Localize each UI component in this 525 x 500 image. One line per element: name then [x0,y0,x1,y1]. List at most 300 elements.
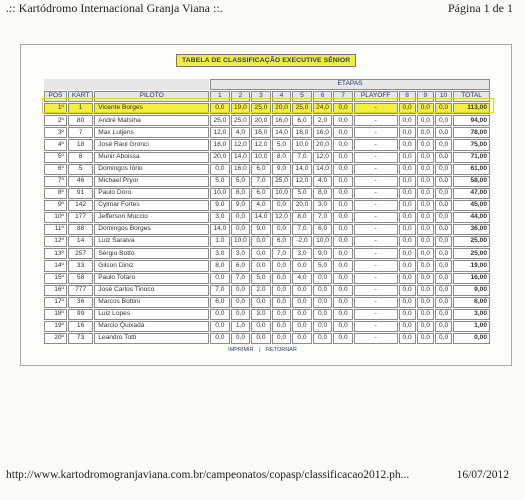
cell-stage-5: 0,0 [292,285,312,296]
cell-stage-1: 3,0 [210,212,230,223]
cell-stage-10: 0,0 [435,115,452,126]
cell-stage-2: 19,0 [231,103,251,114]
cell-total: 58,00 [453,176,490,187]
col-total: TOTAL [453,91,490,102]
cell-stage-2: 0,0 [231,224,251,235]
cell-total: 78,00 [453,127,490,138]
cell-stage-7: 0,0 [333,188,353,199]
cell-stage-10: 0,0 [435,164,452,175]
cell-piloto: Cylmar Fortes [94,200,209,211]
cell-pos: 14º [44,260,67,271]
cell-playoff: - [354,224,398,235]
cell-stage-5: 0,0 [292,309,312,320]
cell-kart: 14 [68,236,93,247]
cell-pos: 18º [44,309,67,320]
cell-stage-4: 5,0 [272,139,292,150]
cell-stage-4: 0,0 [272,333,292,344]
cell-stage-8: 0,0 [399,260,416,271]
cell-pos: 12º [44,236,67,247]
cell-stage-4: 0,0 [272,273,292,284]
cell-stage-7: 0,0 [333,321,353,332]
cell-stage-7: 0,0 [333,212,353,223]
cell-kart: 46 [68,176,93,187]
cell-stage-3: 5,0 [251,273,271,284]
cell-piloto: Gilson Diniz [94,260,209,271]
cell-stage-10: 0,0 [435,297,452,308]
cell-stage-9: 0,0 [417,164,434,175]
cell-stage-7: 0,0 [333,200,353,211]
cell-stage-4: 0,0 [272,200,292,211]
cell-playoff: - [354,236,398,247]
cell-total: 9,00 [453,285,490,296]
cell-pos: 8º [44,188,67,199]
cell-pos: 9º [44,200,67,211]
cell-stage-3: 2,0 [251,285,271,296]
col-stage-6: 6 [313,91,333,102]
cell-stage-5: 14,0 [292,164,312,175]
cell-total: 61,00 [453,164,490,175]
table-row [44,127,490,138]
cell-stage-8: 0,0 [399,127,416,138]
cell-stage-10: 0,0 [435,139,452,150]
cell-stage-9: 0,0 [417,297,434,308]
cell-total: 71,00 [453,152,490,163]
cell-stage-3: 6,0 [251,164,271,175]
cell-stage-3: 0,0 [251,333,271,344]
cell-stage-9: 0,0 [417,285,434,296]
cell-total: 36,00 [453,224,490,235]
cell-total: 47,00 [453,188,490,199]
cell-stage-1: 20,0 [210,152,230,163]
link-separator: | [259,347,261,353]
cell-kart: 58 [68,273,93,284]
cell-stage-3: 9,0 [251,224,271,235]
cell-stage-6: 8,0 [313,188,333,199]
cell-stage-8: 0,0 [399,321,416,332]
cell-stage-6: 24,0 [313,103,333,114]
cell-pos: 17º [44,297,67,308]
cell-stage-10: 0,0 [435,224,452,235]
cell-playoff: - [354,273,398,284]
cell-stage-9: 0,0 [417,333,434,344]
cell-stage-4: 0,0 [272,285,292,296]
col-kart: KART [68,91,93,102]
header-row-columns [44,91,490,102]
cell-kart: 1 [68,103,93,114]
cell-pos: 16º [44,285,67,296]
cell-stage-6: 6,0 [313,224,333,235]
cell-kart: 18 [68,139,93,150]
cell-playoff: - [354,188,398,199]
cell-stage-10: 0,0 [435,309,452,320]
cell-stage-6: 14,0 [313,164,333,175]
cell-stage-6: 20,0 [313,139,333,150]
col-piloto: PILOTO [94,91,209,102]
cell-stage-5: 5,0 [292,188,312,199]
cell-total: 0,00 [453,333,490,344]
cell-stage-1: 0,0 [210,321,230,332]
cell-stage-3: 0,0 [251,248,271,259]
cell-stage-5: 6,0 [292,115,312,126]
cell-playoff: - [354,333,398,344]
table-row [44,321,490,332]
cell-stage-3: 3,0 [251,309,271,320]
cell-stage-3: 6,0 [251,188,271,199]
cell-pos: 3º [44,127,67,138]
cell-stage-4: 0,0 [272,309,292,320]
cell-stage-6: 0,0 [313,273,333,284]
cell-stage-8: 0,0 [399,224,416,235]
cell-piloto: Leandro Totti [94,333,209,344]
cell-stage-8: 0,0 [399,236,416,247]
cell-playoff: - [354,212,398,223]
cell-stage-1: 10,0 [210,188,230,199]
cell-stage-7: 0,0 [333,224,353,235]
cell-stage-2: 1,0 [231,321,251,332]
cell-stage-6: 12,0 [313,152,333,163]
cell-stage-10: 0,0 [435,333,452,344]
cell-stage-6: 3,0 [313,200,333,211]
table-row [44,309,490,320]
table-row [44,224,490,235]
cell-total: 25,00 [453,236,490,247]
table-row [44,103,490,114]
cell-kart: 99 [68,309,93,320]
cell-stage-8: 0,0 [399,333,416,344]
cell-stage-10: 0,0 [435,127,452,138]
cell-stage-1: 14,0 [210,224,230,235]
cell-stage-8: 0,0 [399,152,416,163]
browser-page-title: .:: Kartódromo Internacional Granja Viana ::. [6,1,223,15]
cell-stage-9: 0,0 [417,152,434,163]
col-stage-8: 8 [399,91,416,102]
cell-playoff: - [354,248,398,259]
cell-stage-4: 0,0 [272,260,292,271]
cell-stage-3: 20,0 [251,115,271,126]
cell-stage-8: 0,0 [399,273,416,284]
cell-piloto: Vicente Borges [94,103,209,114]
cell-piloto: José Raul Gronci [94,139,209,150]
cell-playoff: - [354,152,398,163]
cell-stage-3: 16,0 [251,127,271,138]
cell-stage-6: 7,0 [313,212,333,223]
cell-pos: 2º [44,115,67,126]
cell-stage-7: 0,0 [333,248,353,259]
cell-stage-5: 3,0 [292,248,312,259]
cell-stage-6: 0,0 [313,285,333,296]
cell-playoff: - [354,127,398,138]
cell-stage-9: 0,0 [417,188,434,199]
cell-stage-6: 10,0 [313,236,333,247]
cell-kart: 36 [68,297,93,308]
table-row [44,236,490,247]
cell-playoff: - [354,297,398,308]
cell-stage-3: 4,0 [251,200,271,211]
etapas-header: ETAPAS [210,79,490,90]
cell-total: 113,00 [453,103,490,114]
table-row [44,200,490,211]
cell-piloto: Paulo Doro [94,188,209,199]
cell-stage-1: 0,0 [210,273,230,284]
cell-stage-7: 0,0 [333,127,353,138]
cell-stage-1: 0,0 [210,164,230,175]
cell-stage-1: 25,0 [210,115,230,126]
cell-stage-1: 0,0 [210,333,230,344]
table-row [44,260,490,271]
cell-total: 3,00 [453,309,490,320]
cell-kart: 142 [68,200,93,211]
cell-stage-8: 0,0 [399,285,416,296]
cell-stage-5: 4,0 [292,273,312,284]
cell-stage-9: 0,0 [417,273,434,284]
table-row [44,115,490,126]
cell-stage-10: 0,0 [435,273,452,284]
cell-playoff: - [354,309,398,320]
cell-stage-8: 0,0 [399,309,416,320]
cell-stage-5: 0,0 [292,297,312,308]
col-stage-10: 10 [435,91,452,102]
cell-stage-9: 0,0 [417,176,434,187]
cell-stage-1: 12,0 [210,127,230,138]
cell-stage-7: 0,0 [333,103,353,114]
cell-stage-9: 0,0 [417,224,434,235]
cell-stage-1: 8,0 [210,260,230,271]
cell-stage-4: 7,0 [272,248,292,259]
cell-kart: 91 [68,188,93,199]
table-row [44,164,490,175]
cell-piloto: Marcos Bottini [94,297,209,308]
cell-kart: 5 [68,164,93,175]
cell-stage-2: 25,0 [231,115,251,126]
cell-stage-3: 0,0 [251,236,271,247]
table-row [44,297,490,308]
cell-stage-4: 12,0 [272,212,292,223]
cell-stage-9: 0,0 [417,212,434,223]
cell-stage-5: 20,0 [292,200,312,211]
cell-piloto: Domingos Borges [94,224,209,235]
cell-stage-6: 0,0 [313,321,333,332]
cell-playoff: - [354,321,398,332]
cell-stage-4: 6,0 [272,236,292,247]
cell-pos: 10º [44,212,67,223]
cell-stage-2: 7,0 [231,273,251,284]
cell-stage-9: 0,0 [417,321,434,332]
cell-stage-3: 0,0 [251,321,271,332]
cell-total: 16,00 [453,273,490,284]
cell-stage-2: 0,0 [231,285,251,296]
cell-stage-7: 0,0 [333,115,353,126]
cell-stage-1: 3,0 [210,248,230,259]
cell-stage-4: 16,0 [272,115,292,126]
cell-pos: 11º [44,224,67,235]
cell-kart: 80 [68,115,93,126]
cell-stage-8: 0,0 [399,188,416,199]
cell-stage-8: 0,0 [399,115,416,126]
cell-stage-7: 0,0 [333,309,353,320]
cell-pos: 20º [44,333,67,344]
col-stage-9: 9 [417,91,434,102]
cell-pos: 4º [44,139,67,150]
cell-stage-10: 0,0 [435,212,452,223]
cell-stage-1: 16,0 [210,139,230,150]
col-stage-3: 3 [251,91,271,102]
cell-total: 1,00 [453,321,490,332]
cell-piloto: Luiz Lopes [94,309,209,320]
cell-stage-2: 16,0 [231,164,251,175]
table-row [44,188,490,199]
cell-stage-6: 2,0 [313,115,333,126]
cell-total: 25,00 [453,248,490,259]
cell-stage-7: 0,0 [333,176,353,187]
back-link[interactable]: RETORNAR [266,347,297,353]
cell-stage-7: 0,0 [333,164,353,175]
footer-url: http://www.kartodromogranjaviana.com.br/campeonatos/copasp/classificacao2012.ph... [6,469,410,481]
cell-piloto: Jefferson Muccio [94,212,209,223]
cell-stage-5: 10,0 [292,139,312,150]
print-link[interactable]: IMPRIMIR [228,347,254,353]
cell-playoff: - [354,103,398,114]
cell-pos: 15º [44,273,67,284]
cell-stage-2: 0,0 [231,333,251,344]
cell-stage-4: 9,0 [272,164,292,175]
cell-stage-5: 8,0 [292,212,312,223]
col-stage-2: 2 [231,91,251,102]
cell-stage-5: 0,0 [292,333,312,344]
cell-stage-2: 12,0 [231,139,251,150]
cell-stage-8: 0,0 [399,248,416,259]
cell-stage-2: 8,0 [231,188,251,199]
cell-kart: 777 [68,285,93,296]
cell-piloto: Sérgio Botto [94,248,209,259]
cell-pos: 19º [44,321,67,332]
cell-stage-4: 25,0 [272,176,292,187]
cell-playoff: - [354,176,398,187]
table-title: TABELA DE CLASSIFICAÇÃO EXECUTIVE SÊNIOR [176,54,356,67]
cell-piloto: André Matsiha [94,115,209,126]
cell-stage-9: 0,0 [417,200,434,211]
cell-stage-8: 0,0 [399,200,416,211]
cell-stage-1: 6,0 [210,297,230,308]
cell-stage-7: 0,0 [333,297,353,308]
col-stage-7: 7 [333,91,353,102]
cell-stage-3: 7,0 [251,176,271,187]
cell-stage-10: 0,0 [435,260,452,271]
cell-piloto: Max Lutjens [94,127,209,138]
cell-stage-1: 0,0 [210,103,230,114]
cell-playoff: - [354,115,398,126]
col-stage-5: 5 [292,91,312,102]
cell-stage-10: 0,0 [435,321,452,332]
cell-stage-10: 0,0 [435,103,452,114]
cell-stage-8: 0,0 [399,297,416,308]
cell-piloto: Paulo Totaro [94,273,209,284]
cell-stage-9: 0,0 [417,248,434,259]
table-row [44,273,490,284]
cell-stage-1: 7,0 [210,285,230,296]
cell-kart: 33 [68,260,93,271]
cell-kart: 88 [68,224,93,235]
cell-stage-5: 25,0 [292,103,312,114]
cell-stage-8: 0,0 [399,164,416,175]
cell-stage-6: 4,0 [313,176,333,187]
cell-stage-3: 25,0 [251,103,271,114]
cell-stage-5: 0,0 [292,260,312,271]
cell-stage-8: 0,0 [399,212,416,223]
cell-stage-2: 6,0 [231,260,251,271]
cell-stage-4: 0,0 [272,297,292,308]
col-stage-4: 4 [272,91,292,102]
cell-stage-2: 3,0 [231,248,251,259]
cell-stage-9: 0,0 [417,115,434,126]
cell-stage-7: 0,0 [333,285,353,296]
cell-pos: 1º [44,103,67,114]
cell-pos: 5º [44,152,67,163]
table-row [44,139,490,150]
cell-stage-1: 5,0 [210,176,230,187]
table-row [44,333,490,344]
cell-kart: 73 [68,333,93,344]
cell-pos: 6º [44,164,67,175]
cell-total: 45,00 [453,200,490,211]
cell-total: 94,00 [453,115,490,126]
table-row [44,212,490,223]
cell-stage-4: 14,0 [272,127,292,138]
cell-stage-6: 9,0 [313,248,333,259]
cell-stage-2: 0,0 [231,212,251,223]
footer-date: 16/07/2012 [456,469,509,481]
cell-piloto: Domingos Iório [94,164,209,175]
cell-stage-4: 8,0 [272,152,292,163]
cell-total: 6,00 [453,297,490,308]
cell-playoff: - [354,164,398,175]
cell-stage-10: 0,0 [435,236,452,247]
classification-table [43,78,491,345]
cell-stage-10: 0,0 [435,188,452,199]
cell-piloto: Munir Aboissa [94,152,209,163]
cell-stage-2: 14,0 [231,152,251,163]
cell-total: 75,00 [453,139,490,150]
page-links [0,347,525,353]
cell-piloto: Michael Pryor [94,176,209,187]
cell-stage-10: 0,0 [435,248,452,259]
cell-stage-4: 20,0 [272,103,292,114]
cell-stage-9: 0,0 [417,139,434,150]
cell-stage-2: 0,0 [231,297,251,308]
cell-stage-3: 0,0 [251,297,271,308]
cell-kart: 177 [68,212,93,223]
table-row [44,248,490,259]
cell-stage-7: 0,0 [333,260,353,271]
cell-stage-2: 9,0 [231,200,251,211]
cell-stage-1: 0,0 [210,309,230,320]
cell-stage-5: 0,0 [292,321,312,332]
cell-stage-4: 0,0 [272,224,292,235]
cell-stage-1: 9,0 [210,200,230,211]
cell-stage-9: 0,0 [417,236,434,247]
cell-stage-3: 0,0 [251,260,271,271]
cell-piloto: Marcio Quixadá [94,321,209,332]
cell-stage-8: 0,0 [399,176,416,187]
cell-stage-6: 0,0 [313,333,333,344]
cell-stage-9: 0,0 [417,309,434,320]
cell-playoff: - [354,200,398,211]
col-stage-1: 1 [210,91,230,102]
cell-kart: 8 [68,152,93,163]
cell-playoff: - [354,260,398,271]
cell-stage-3: 10,0 [251,152,271,163]
cell-stage-9: 0,0 [417,260,434,271]
cell-stage-6: 0,0 [313,297,333,308]
